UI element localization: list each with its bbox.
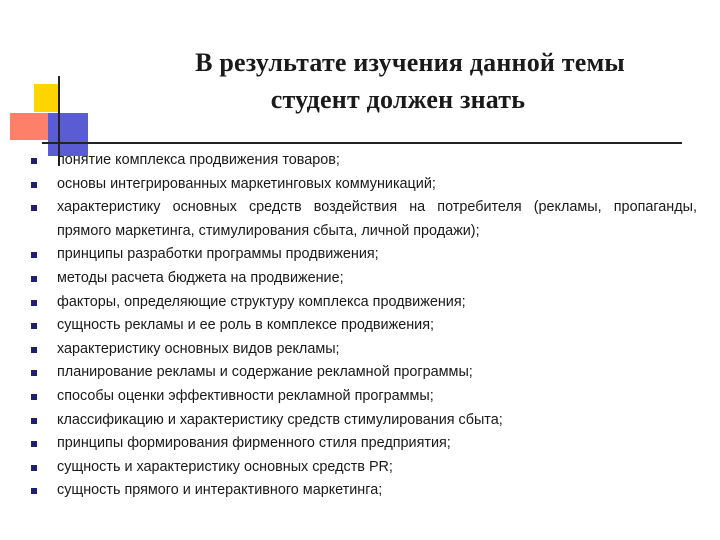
list-item-text: понятие комплекса продвижения товаров; xyxy=(57,152,340,168)
list-item-text: сущность и характеристику основных средств PR; xyxy=(57,458,393,475)
square-bullet-icon xyxy=(31,158,37,164)
list-item xyxy=(0,291,697,315)
list-item xyxy=(0,243,697,267)
list-item xyxy=(0,149,697,173)
bullet-list xyxy=(0,149,720,503)
square-bullet-icon xyxy=(31,418,37,424)
list-item-text: характеристику основных средств воздействия на потребителя (рекламы, пропаганды, прямого маркетинга, стимулирования сбыта, личной продажи); xyxy=(57,199,697,239)
square-bullet-icon xyxy=(31,182,37,188)
title-underline-rule xyxy=(42,142,682,144)
list-item xyxy=(0,409,697,433)
list-item-text: характеристику основных видов рекламы; xyxy=(57,340,340,357)
list-item-text: планирование рекламы и содержание рекламной программы; xyxy=(57,364,473,381)
list-item-text: классификацию и характеристику средств стимулирования сбыта; xyxy=(57,411,503,428)
list-item-text: сущность рекламы и ее роль в комплексе продвижения; xyxy=(57,317,435,334)
slide-title-line-2: студент должен знать xyxy=(270,85,526,114)
list-item xyxy=(0,361,697,385)
list-item-text: принципы разработки программы продвижения; xyxy=(57,246,379,263)
slide-title-line-1: В результате изучения данной темы xyxy=(195,48,625,77)
slide-title xyxy=(90,44,690,118)
list-item-text: основы интегрированных маркетинговых коммуникаций; xyxy=(57,175,436,192)
list-item xyxy=(0,432,697,456)
list-item xyxy=(0,196,697,243)
square-bullet-icon xyxy=(31,276,37,282)
list-item xyxy=(0,456,697,480)
square-bullet-icon xyxy=(31,394,37,400)
square-bullet-icon xyxy=(31,441,37,447)
list-item xyxy=(0,338,697,362)
list-item xyxy=(0,314,697,338)
list-item-text: методы расчета бюджета на продвижение; xyxy=(57,269,344,286)
square-bullet-icon xyxy=(31,488,37,494)
square-bullet-icon xyxy=(31,347,37,353)
list-item-text: факторы, определяющие структуру комплекса продвижения; xyxy=(57,293,466,310)
square-bullet-icon xyxy=(31,323,37,329)
list-item xyxy=(0,267,697,291)
list-item xyxy=(0,173,697,197)
list-item-text: способы оценки эффективности рекламной программы; xyxy=(57,387,434,404)
square-bullet-icon xyxy=(31,205,37,211)
list-item xyxy=(0,479,697,503)
list-item-text: принципы формирования фирменного стиля предприятия; xyxy=(57,435,451,452)
list-item xyxy=(0,385,697,409)
square-bullet-icon xyxy=(31,465,37,471)
decorative-red-square xyxy=(10,113,50,140)
square-bullet-icon xyxy=(31,252,37,258)
list-item-text: сущность прямого и интерактивного маркетинга; xyxy=(57,482,383,499)
square-bullet-icon xyxy=(31,370,37,376)
decorative-yellow-square xyxy=(34,84,60,112)
square-bullet-icon xyxy=(31,300,37,306)
